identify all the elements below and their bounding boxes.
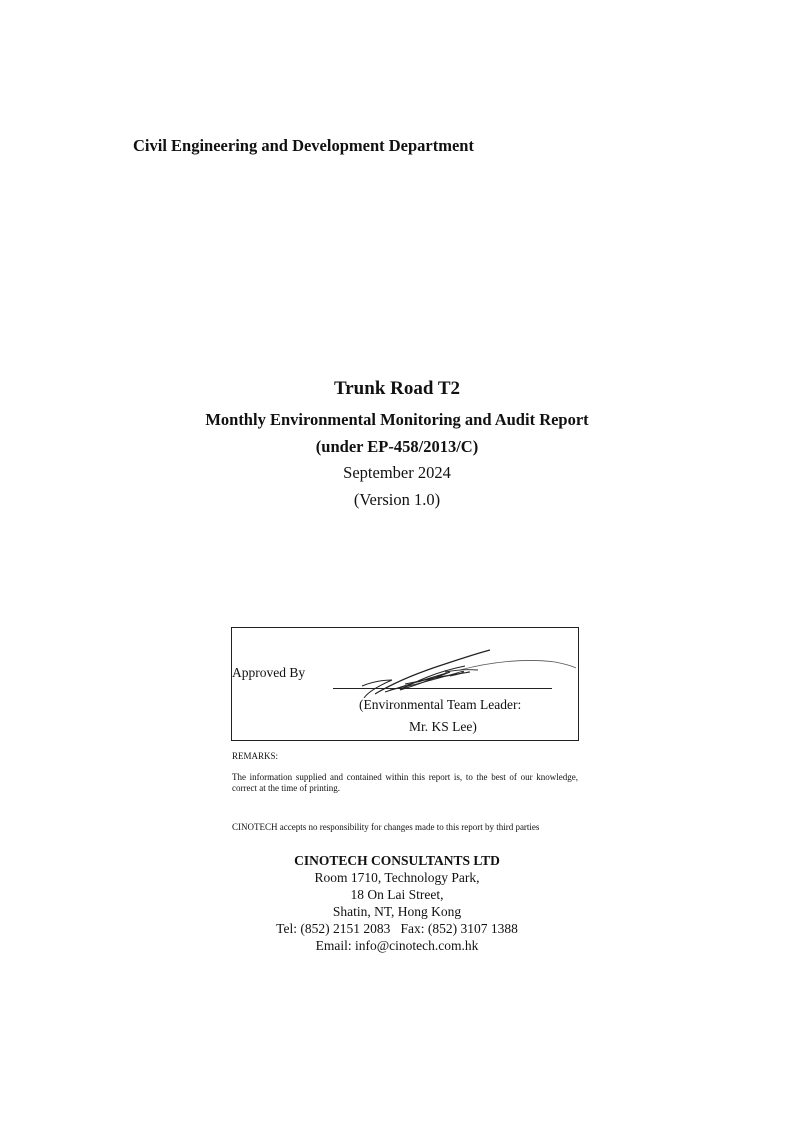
company-name: CINOTECH CONSULTANTS LTD [294,853,500,868]
address-line: Room 1710, Technology Park, [314,870,480,885]
report-version: (Version 1.0) [353,490,441,509]
email-line: Email: info@cinotech.com.hk [315,938,479,953]
client-name: Civil Engineering and Development Department [133,136,474,155]
remarks-paragraph: The information supplied and contained within this report is, to the best of our knowledge, correct at the time of printing. [232,772,578,793]
phone-fax-line: Tel: (852) 2151 2083 Fax: (852) 3107 1388 [276,921,518,936]
address-line: 18 On Lai Street, [350,887,444,902]
project-title: Trunk Road T2 [333,378,460,399]
company-block [0,852,794,954]
report-title: Monthly Environmental Monitoring and Audit Report [205,410,589,429]
remarks-heading: REMARKS: [232,751,279,761]
report-period: September 2024 [343,463,451,482]
remarks-disclaimer: CINOTECH accepts no responsibility for changes made to this report by third parties [232,822,540,832]
signer-role: (Environmental Team Leader: [359,697,522,712]
permit-number: (under EP-458/2013/C) [315,437,479,456]
approved-by-label: Approved By [232,665,306,680]
signer-name: Mr. KS Lee) [409,719,477,734]
signature-icon [350,642,580,702]
address-line: Shatin, NT, Hong Kong [332,904,462,919]
